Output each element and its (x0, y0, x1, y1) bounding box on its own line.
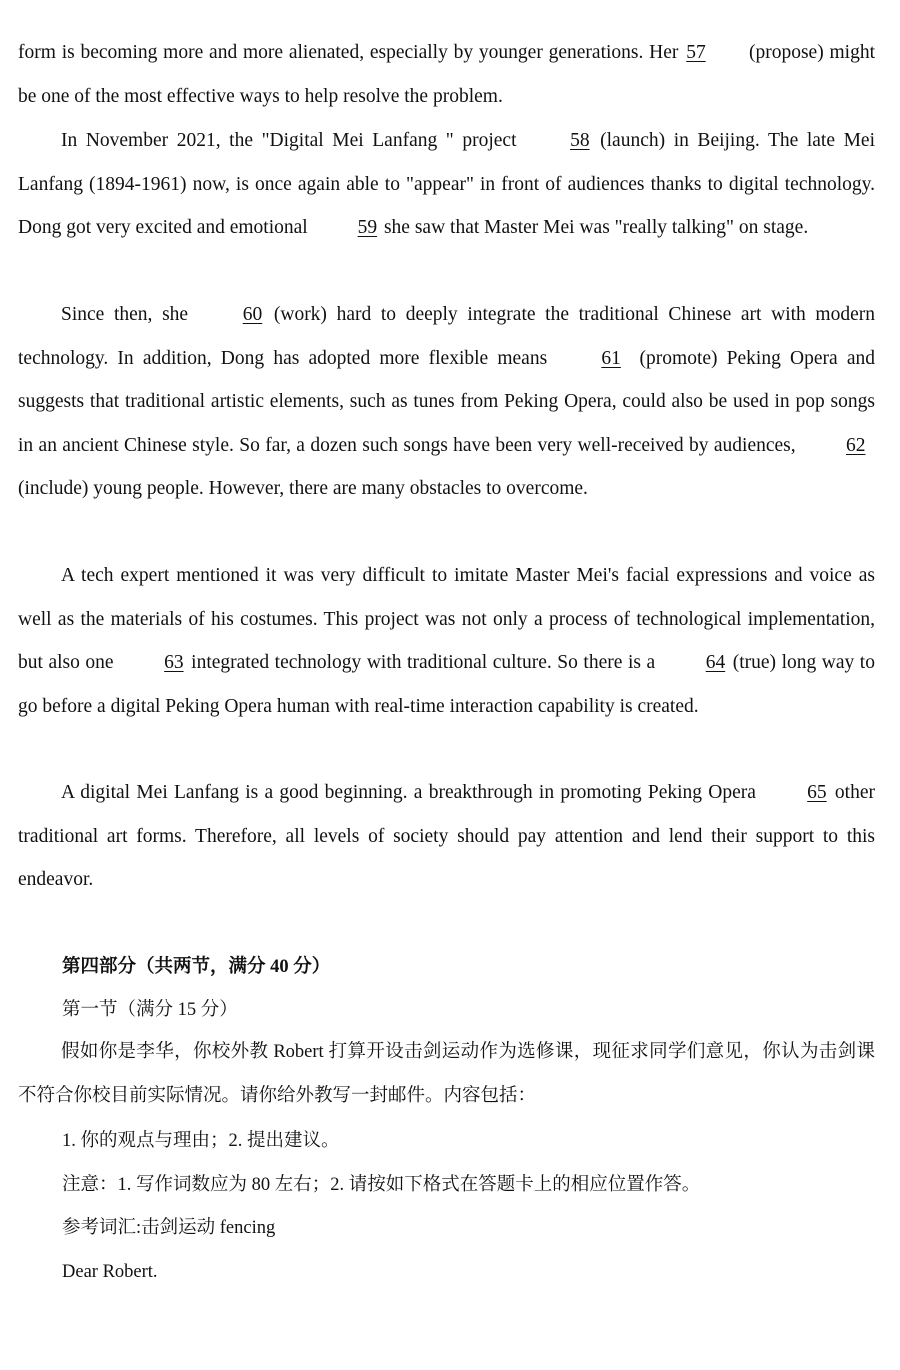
passage-text: (propose) might be one of the most effective ways to help resolve the problem. (18, 42, 875, 107)
writing-prompt: 假如你是李华，你校外教 Robert 打算开设击剑运动作为选修课，现征求同学们意见，你认为击剑课不符合你校目前实际情况。请你给外教写一封邮件。内容包括： (18, 1042, 875, 1106)
passage-paragraph-4 (18, 554, 875, 728)
blank-65: 65 (807, 782, 827, 803)
blank-59: 59 (357, 217, 378, 239)
passage-text: In November 2021, the "Digital Mei Lanfang " project (61, 130, 526, 151)
blank-60: 60 (242, 304, 263, 325)
passage-paragraph-5 (18, 771, 875, 902)
passage-text: A digital Mei Lanfang is a good beginning. a breakthrough in promoting Peking Opera (61, 782, 763, 803)
passage-paragraph-2 (18, 119, 875, 250)
passage-text: (launch) in Beijing. The late Mei Lanfang (1894-1961) now, is once again able to "appear" in front of audiences thanks to digital technology. Dong got very excited and emotional (18, 130, 875, 239)
passage-paragraph-1 (18, 31, 875, 118)
passage-text: (work) hard to deeply integrate the traditional Chinese art with modern technology. In addition, Dong has adopted more flexible means (18, 304, 875, 369)
passage-text: she saw that Master Mei was "really talking" on stage. (379, 217, 809, 239)
letter-greeting: Dear Robert. (62, 1262, 158, 1282)
passage-text: other traditional art forms. Therefore, all levels of society should pay attention and lend their support to this endeavor. (18, 782, 875, 891)
blank-64: 64 (705, 652, 726, 674)
passage-paragraph-3 (18, 293, 875, 511)
passage-text: Since then, she (61, 304, 198, 325)
blank-62: 62 (846, 434, 866, 456)
blank-57: 57 (686, 42, 706, 63)
section1-heading: 第一节（满分 15 分） (62, 1000, 238, 1020)
blank-63: 63 (164, 652, 184, 674)
passage-text: (promote) Peking Opera and suggests that traditional artistic elements, such as tunes from Peking Opera, could also be used in pop songs in an ancient Chinese style. So far, a dozen such songs have been very well-received by audiences, (18, 347, 875, 456)
writing-notes: 注意：1. 写作词数应为 80 左右；2. 请按如下格式在答题卡上的相应位置作答。 (62, 1175, 701, 1195)
passage-text: integrated technology with traditional culture. So there is a (185, 652, 661, 674)
passage-text: form is becoming more and more alienated, especially by younger generations. Her (18, 42, 685, 63)
reference-vocab: 参考词汇:击剑运动 fencing (62, 1218, 276, 1238)
passage-text: (true) long way to go before a digital Peking Opera human with real-time interaction capability is created. (18, 652, 875, 717)
blank-58: 58 (570, 130, 590, 151)
passage-text: (include) young people. However, there are many obstacles to overcome. (18, 478, 588, 500)
passage-text: A tech expert mentioned it was very difficult to imitate Master Mei's facial expressions and voice as well as the materials of his costumes. This project was not only a process of technological implementation, but also one (18, 565, 875, 674)
part4-heading: 第四部分（共两节，满分 40 分） (62, 957, 331, 977)
writing-points: 1. 你的观点与理由；2. 提出建议。 (62, 1131, 340, 1151)
blank-61: 61 (601, 347, 621, 369)
